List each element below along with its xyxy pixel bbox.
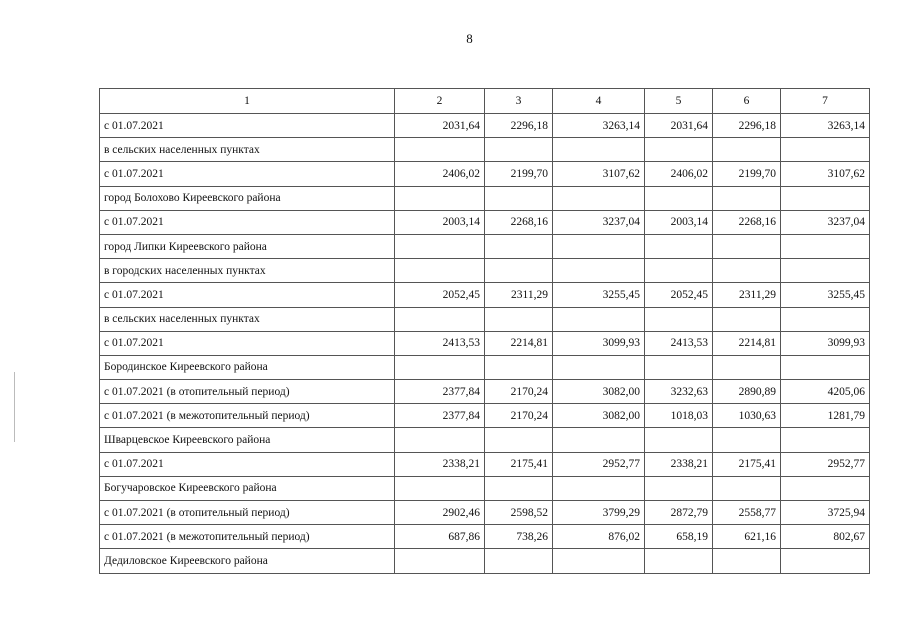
row-label: с 01.07.2021 (100, 283, 395, 307)
value-cell (781, 476, 870, 500)
value-cell (713, 307, 781, 331)
value-cell (781, 355, 870, 379)
value-cell (395, 428, 485, 452)
value-cell: 2214,81 (485, 331, 553, 355)
value-cell: 2003,14 (645, 210, 713, 234)
row-label: в городских населенных пунктах (100, 259, 395, 283)
value-cell (553, 186, 645, 210)
row-label: с 01.07.2021 (в межотопительный период) (100, 525, 395, 549)
value-cell (553, 234, 645, 258)
value-cell: 2952,77 (553, 452, 645, 476)
value-cell: 2268,16 (713, 210, 781, 234)
value-cell: 2311,29 (485, 283, 553, 307)
value-cell (645, 428, 713, 452)
value-cell: 876,02 (553, 525, 645, 549)
value-cell: 2268,16 (485, 210, 553, 234)
row-label: с 01.07.2021 (100, 114, 395, 138)
value-cell: 2890,89 (713, 380, 781, 404)
value-cell: 2175,41 (713, 452, 781, 476)
row-label: с 01.07.2021 (100, 452, 395, 476)
value-cell (485, 549, 553, 573)
value-cell (645, 234, 713, 258)
value-cell: 2311,29 (713, 283, 781, 307)
value-cell: 621,16 (713, 525, 781, 549)
value-cell: 4205,06 (781, 380, 870, 404)
value-cell (485, 476, 553, 500)
row-label: город Липки Киреевского района (100, 234, 395, 258)
value-cell (553, 259, 645, 283)
value-cell: 2003,14 (395, 210, 485, 234)
value-cell (553, 307, 645, 331)
table-row (100, 331, 870, 355)
value-cell (395, 138, 485, 162)
value-cell: 687,86 (395, 525, 485, 549)
value-cell: 2598,52 (485, 501, 553, 525)
row-label: с 01.07.2021 (100, 162, 395, 186)
value-cell (781, 549, 870, 573)
value-cell (713, 428, 781, 452)
value-cell (713, 186, 781, 210)
row-label: с 01.07.2021 (100, 331, 395, 355)
value-cell: 2413,53 (395, 331, 485, 355)
value-cell: 3082,00 (553, 404, 645, 428)
value-cell: 738,26 (485, 525, 553, 549)
value-cell (781, 259, 870, 283)
value-cell (645, 307, 713, 331)
value-cell (485, 307, 553, 331)
value-cell: 1281,79 (781, 404, 870, 428)
value-cell: 2199,70 (485, 162, 553, 186)
value-cell: 3255,45 (553, 283, 645, 307)
row-label: Бородинское Киреевского района (100, 355, 395, 379)
page-number: 8 (466, 31, 473, 46)
value-cell: 802,67 (781, 525, 870, 549)
value-cell: 2175,41 (485, 452, 553, 476)
value-cell: 2338,21 (645, 452, 713, 476)
value-cell (645, 259, 713, 283)
value-cell: 658,19 (645, 525, 713, 549)
value-cell (645, 138, 713, 162)
value-cell (713, 355, 781, 379)
value-cell (485, 234, 553, 258)
table-row (100, 404, 870, 428)
value-cell: 2199,70 (713, 162, 781, 186)
value-cell: 2031,64 (645, 114, 713, 138)
table-row (100, 476, 870, 500)
value-cell: 3237,04 (781, 210, 870, 234)
value-cell: 2296,18 (713, 114, 781, 138)
table-row (100, 428, 870, 452)
table-row (100, 162, 870, 186)
row-label: с 01.07.2021 (в межотопительный период) (100, 404, 395, 428)
value-cell (713, 476, 781, 500)
table-row (100, 259, 870, 283)
table-row (100, 283, 870, 307)
column-header: 6 (713, 89, 781, 114)
table-row (100, 114, 870, 138)
value-cell: 2952,77 (781, 452, 870, 476)
value-cell (395, 549, 485, 573)
value-cell: 2406,02 (395, 162, 485, 186)
value-cell: 3725,94 (781, 501, 870, 525)
column-header: 2 (395, 89, 485, 114)
value-cell: 3107,62 (553, 162, 645, 186)
table-row (100, 138, 870, 162)
column-header: 1 (100, 89, 395, 114)
value-cell: 3099,93 (781, 331, 870, 355)
value-cell (713, 549, 781, 573)
value-cell: 3263,14 (781, 114, 870, 138)
row-label: с 01.07.2021 (в отопительный период) (100, 501, 395, 525)
table-row (100, 234, 870, 258)
value-cell: 3099,93 (553, 331, 645, 355)
value-cell (395, 234, 485, 258)
row-label: с 01.07.2021 (в отопительный период) (100, 380, 395, 404)
value-cell (395, 259, 485, 283)
value-cell (781, 307, 870, 331)
table-row (100, 355, 870, 379)
value-cell (485, 138, 553, 162)
table-body (100, 114, 870, 574)
value-cell: 2413,53 (645, 331, 713, 355)
value-cell: 2558,77 (713, 501, 781, 525)
value-cell (781, 186, 870, 210)
left-margin-mark (14, 372, 15, 442)
value-cell: 2406,02 (645, 162, 713, 186)
value-cell: 2872,79 (645, 501, 713, 525)
row-label: Богучаровское Киреевского района (100, 476, 395, 500)
value-cell: 2170,24 (485, 404, 553, 428)
value-cell: 2052,45 (395, 283, 485, 307)
value-cell: 3232,63 (645, 380, 713, 404)
value-cell (395, 476, 485, 500)
value-cell (713, 259, 781, 283)
value-cell: 3107,62 (781, 162, 870, 186)
value-cell: 2377,84 (395, 404, 485, 428)
value-cell (485, 355, 553, 379)
tariff-table (99, 88, 870, 574)
row-label: Шварцевское Киреевского района (100, 428, 395, 452)
value-cell: 2052,45 (645, 283, 713, 307)
row-label: с 01.07.2021 (100, 210, 395, 234)
value-cell: 3799,29 (553, 501, 645, 525)
table-row (100, 210, 870, 234)
table-row (100, 380, 870, 404)
value-cell: 1030,63 (713, 404, 781, 428)
table-row (100, 186, 870, 210)
value-cell: 2170,24 (485, 380, 553, 404)
value-cell: 1018,03 (645, 404, 713, 428)
value-cell (645, 186, 713, 210)
value-cell (553, 355, 645, 379)
value-cell (645, 549, 713, 573)
column-header: 3 (485, 89, 553, 114)
value-cell (645, 476, 713, 500)
value-cell: 2296,18 (485, 114, 553, 138)
table-row (100, 549, 870, 573)
value-cell (485, 259, 553, 283)
value-cell (395, 307, 485, 331)
value-cell: 3082,00 (553, 380, 645, 404)
value-cell (713, 234, 781, 258)
header-row (100, 89, 870, 114)
table-row (100, 452, 870, 476)
value-cell (553, 428, 645, 452)
value-cell (485, 428, 553, 452)
value-cell (781, 428, 870, 452)
value-cell: 2338,21 (395, 452, 485, 476)
value-cell: 3255,45 (781, 283, 870, 307)
value-cell: 2902,46 (395, 501, 485, 525)
value-cell (485, 186, 553, 210)
value-cell: 2031,64 (395, 114, 485, 138)
value-cell (645, 355, 713, 379)
row-label: в сельских населенных пунктах (100, 138, 395, 162)
row-label: город Болохово Киреевского района (100, 186, 395, 210)
value-cell: 2377,84 (395, 380, 485, 404)
value-cell (553, 549, 645, 573)
table-row (100, 501, 870, 525)
value-cell (553, 476, 645, 500)
column-header: 5 (645, 89, 713, 114)
column-header: 7 (781, 89, 870, 114)
row-label: в сельских населенных пунктах (100, 307, 395, 331)
table-header (100, 89, 870, 114)
value-cell (713, 138, 781, 162)
value-cell: 3237,04 (553, 210, 645, 234)
value-cell (781, 138, 870, 162)
table-row (100, 525, 870, 549)
table-row (100, 307, 870, 331)
value-cell: 3263,14 (553, 114, 645, 138)
value-cell (395, 355, 485, 379)
row-label: Дедиловское Киреевского района (100, 549, 395, 573)
value-cell (395, 186, 485, 210)
value-cell: 2214,81 (713, 331, 781, 355)
column-header: 4 (553, 89, 645, 114)
value-cell (553, 138, 645, 162)
value-cell (781, 234, 870, 258)
